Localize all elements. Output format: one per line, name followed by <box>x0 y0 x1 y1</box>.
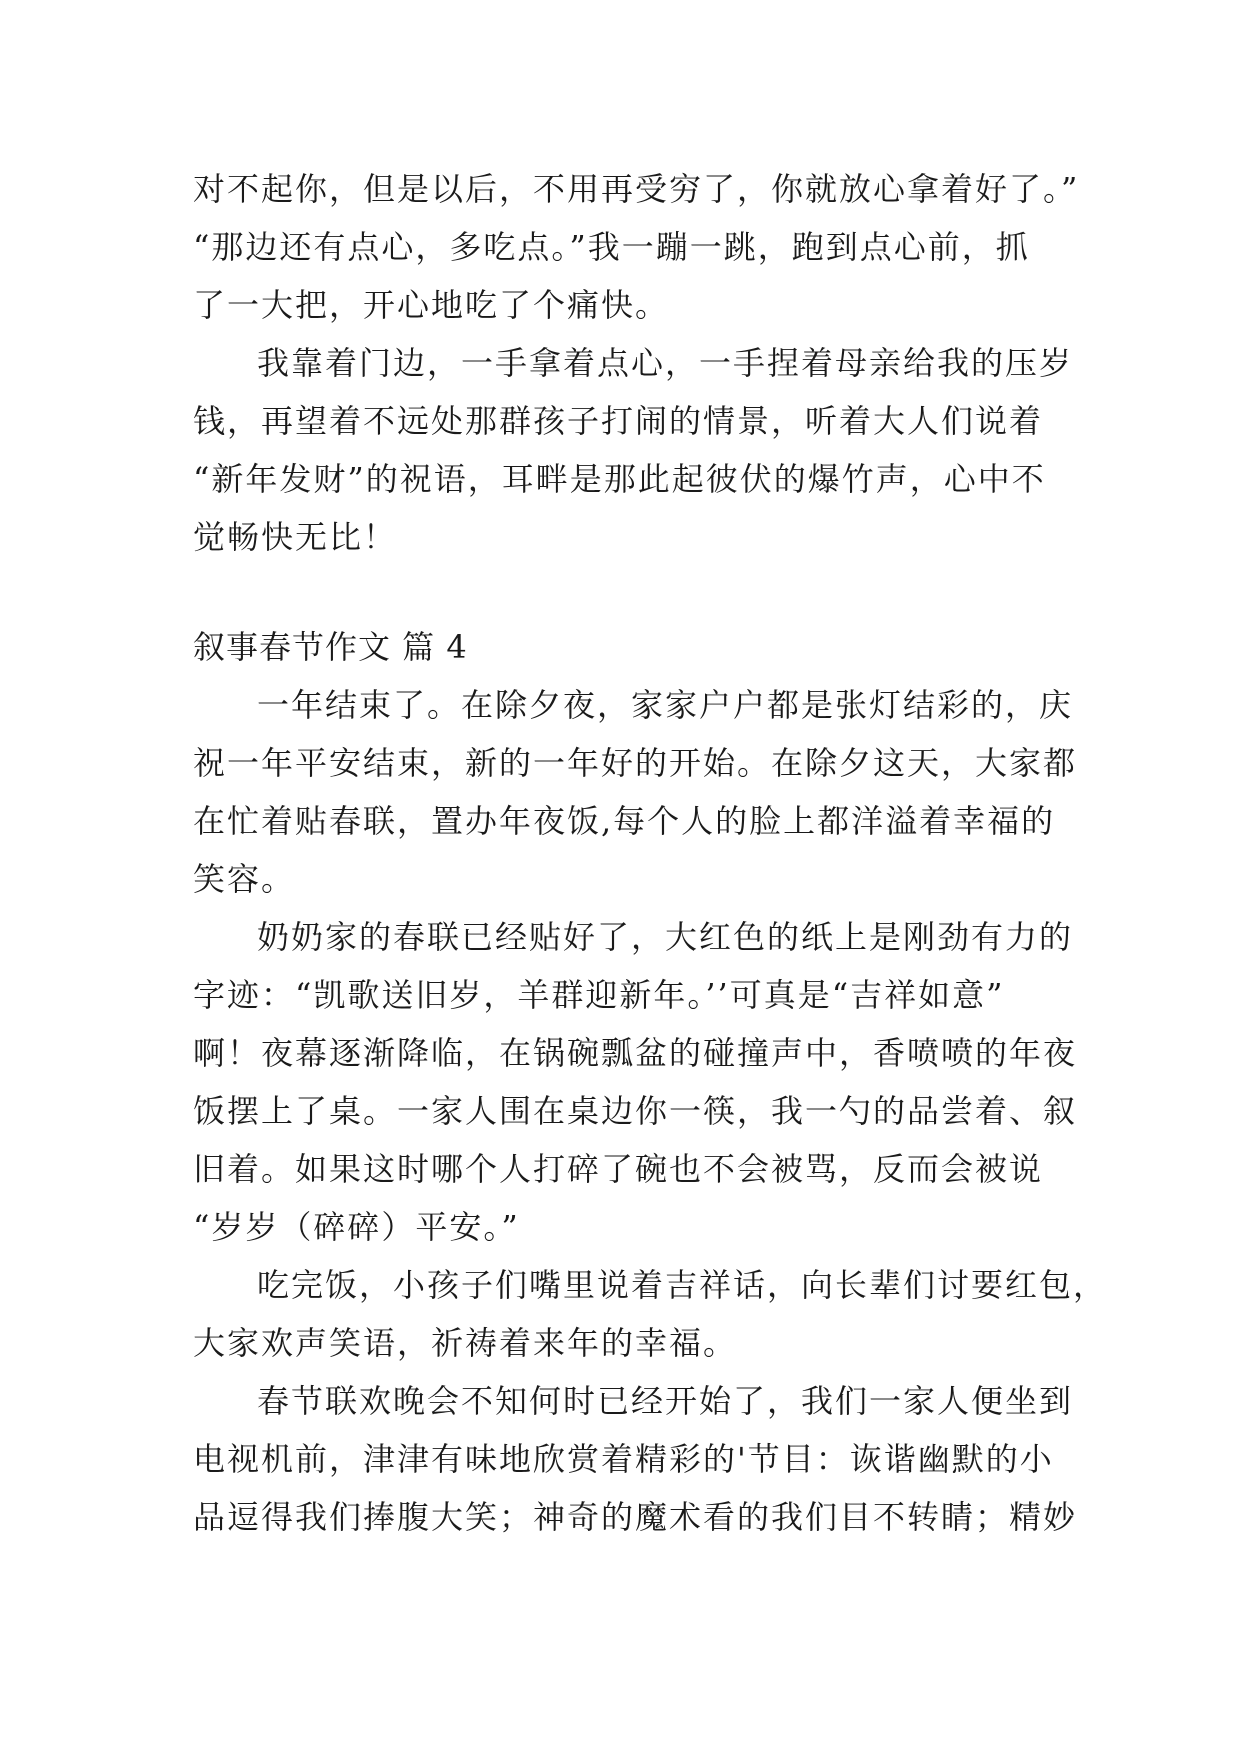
text-line: 字迹：“凯歌送旧岁，羊群迎新年。’’可真是“吉祥如意” <box>193 976 1005 1014</box>
text-line: “新年发财”的祝语，耳畔是那此起彼伏的爆竹声，心中不 <box>193 460 1046 498</box>
text-line: 了一大把，开心地吃了个痛快。 <box>193 286 670 324</box>
text-line: 电视机前，津津有味地欣赏着精彩的'节目：诙谐幽默的小 <box>193 1440 1054 1478</box>
section-heading: 叙事春节作文 篇 4 <box>193 628 468 666</box>
paragraph-start-line: 一年结束了。在除夕夜，家家户户都是张灯结彩的，庆 <box>257 686 1074 724</box>
text-line: “那边还有点心，多吃点。”我一蹦一跳，跑到点心前，抓 <box>193 228 1030 266</box>
text-line: 品逗得我们捧腹大笑；神奇的魔术看的我们目不转睛；精妙 <box>193 1498 1078 1536</box>
paragraph-start-line: 奶奶家的春联已经贴好了，大红色的纸上是刚劲有力的 <box>257 918 1074 956</box>
text-line: “岁岁（碎碎）平安。” <box>193 1208 520 1246</box>
text-line: 饭摆上了桌。一家人围在桌边你一筷，我一勺的品尝着、叙 <box>193 1092 1078 1130</box>
paragraph-start-line: 吃完饭，小孩子们嘴里说着吉祥话，向长辈们讨要红包， <box>257 1266 1108 1304</box>
document-body <box>193 160 1108 1546</box>
text-line: 钱，再望着不远处那群孩子打闹的情景，听着大人们说着 <box>193 402 1044 440</box>
text-line: 旧着。如果这时哪个人打碎了碗也不会被骂，反而会被说 <box>193 1150 1044 1188</box>
paragraph-start-line: 春节联欢晚会不知何时已经开始了，我们一家人便坐到 <box>257 1382 1074 1420</box>
text-line: 觉畅快无比！ <box>193 518 398 556</box>
text-line: 大家欢声笑语，祈祷着来年的幸福。 <box>193 1324 738 1362</box>
text-line: 在忙着贴春联，置办年夜饭,每个人的脸上都洋溢着幸福的 <box>193 802 1056 840</box>
text-line: 祝一年平安结束，新的一年好的开始。在除夕这天，大家都 <box>193 744 1078 782</box>
paragraph-start-line: 我靠着门边，一手拿着点心，一手捏着母亲给我的压岁 <box>257 344 1074 382</box>
text-line: 笑容。 <box>193 860 296 898</box>
text-line: 对不起你，但是以后，不用再受穷了，你就放心拿着好了。” <box>193 170 1080 208</box>
text-line: 啊！夜幕逐渐降临，在锅碗瓢盆的碰撞声中，香喷喷的年夜 <box>193 1034 1078 1072</box>
